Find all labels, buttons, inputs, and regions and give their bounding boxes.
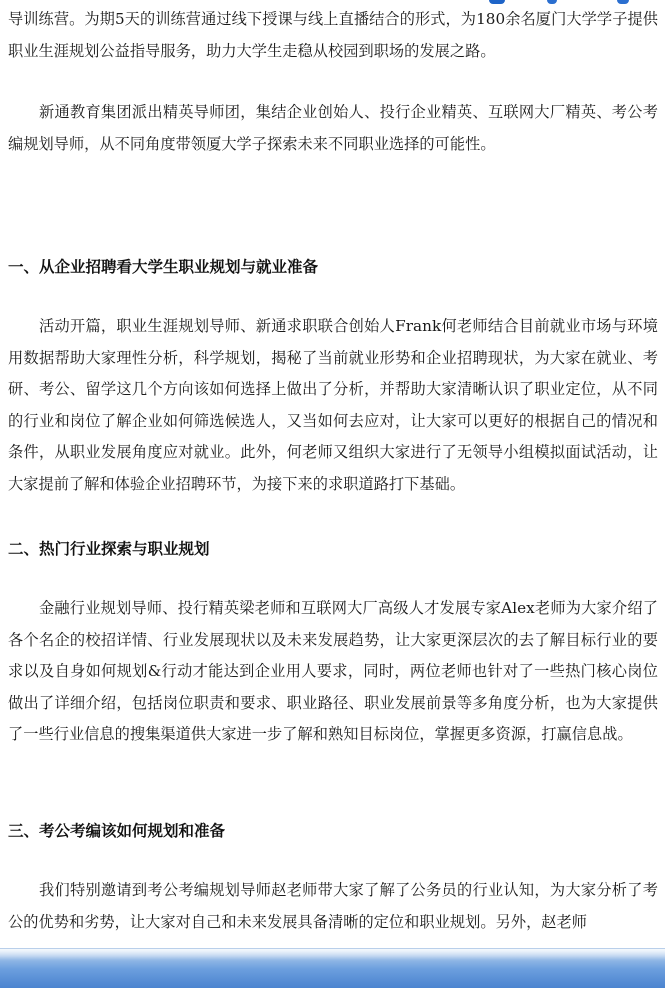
section-3-body: 我们特别邀请到考公考编规划导师赵老师带大家了解了公务员的行业认知，为大家分析了考公的优势和劣势，让大家对自己和未来发展具备清晰的定位和职业规划。另外，赵老师 xyxy=(8,881,658,931)
taskbar-highlight xyxy=(0,949,665,961)
mentors-paragraph: 新通教育集团派出精英导师团，集结企业创始人、投行企业精英、互联网大厂精英、考公考编规划导师，从不同角度带领厦大学子探索未来不同职业选择的可能性。 xyxy=(8,103,658,153)
section-2-heading: 二、热门行业探索与职业规划 xyxy=(8,540,210,558)
taskbar[interactable] xyxy=(0,948,665,988)
intro-paragraph-tail: 导训练营。为期5天的训练营通过线下授课与线上直播结合的形式，为180余名厦门大学学子提供职业生涯规划公益指导服务，助力大学生走稳从校园到职场的发展之路。 xyxy=(8,10,658,60)
section-1-body: 活动开篇，职业生涯规划导师、新通求职联合创始人Frank何老师结合目前就业市场与环境用数据帮助大家理性分析，科学规划，揭秘了当前就业形势和企业招聘现状，为大家在就业、考研、考公、留学这几个方向该如何选择上做出了分析，并帮助大家清晰认识了职业定位，从不同的行业和岗位了解企业如何筛选候选人，又当如何去应对，让大家可以更好的根据自己的情况和条件，从职业发展角度应对就业。此外，何老师又组织大家进行了无领导小组模拟面试活动，让大家提前了解和体验企业招聘环节，为接下来的求职道路打下基础。 xyxy=(8,317,658,493)
section-2-body: 金融行业规划导师、投行精英梁老师和互联网大厂高级人才发展专家Alex老师为大家介绍了各个名企的校招详情、行业发展现状以及未来发展趋势，让大家更深层次的去了解目标行业的要求以及自身如何规划&行动才能达到企业用人要求，同时，两位老师也针对了一些热门核心岗位做出了详细介绍，包括岗位职责和要求、职业路径、职业发展前景等多角度分析，也为大家提供了一些行业信息的搜集渠道供大家进一步了解和熟知目标岗位，掌握更多资源，打赢信息战。 xyxy=(8,599,658,743)
section-3-heading: 三、考公考编该如何规划和准备 xyxy=(8,822,226,840)
section-1-heading: 一、从企业招聘看大学生职业规划与就业准备 xyxy=(8,258,319,276)
